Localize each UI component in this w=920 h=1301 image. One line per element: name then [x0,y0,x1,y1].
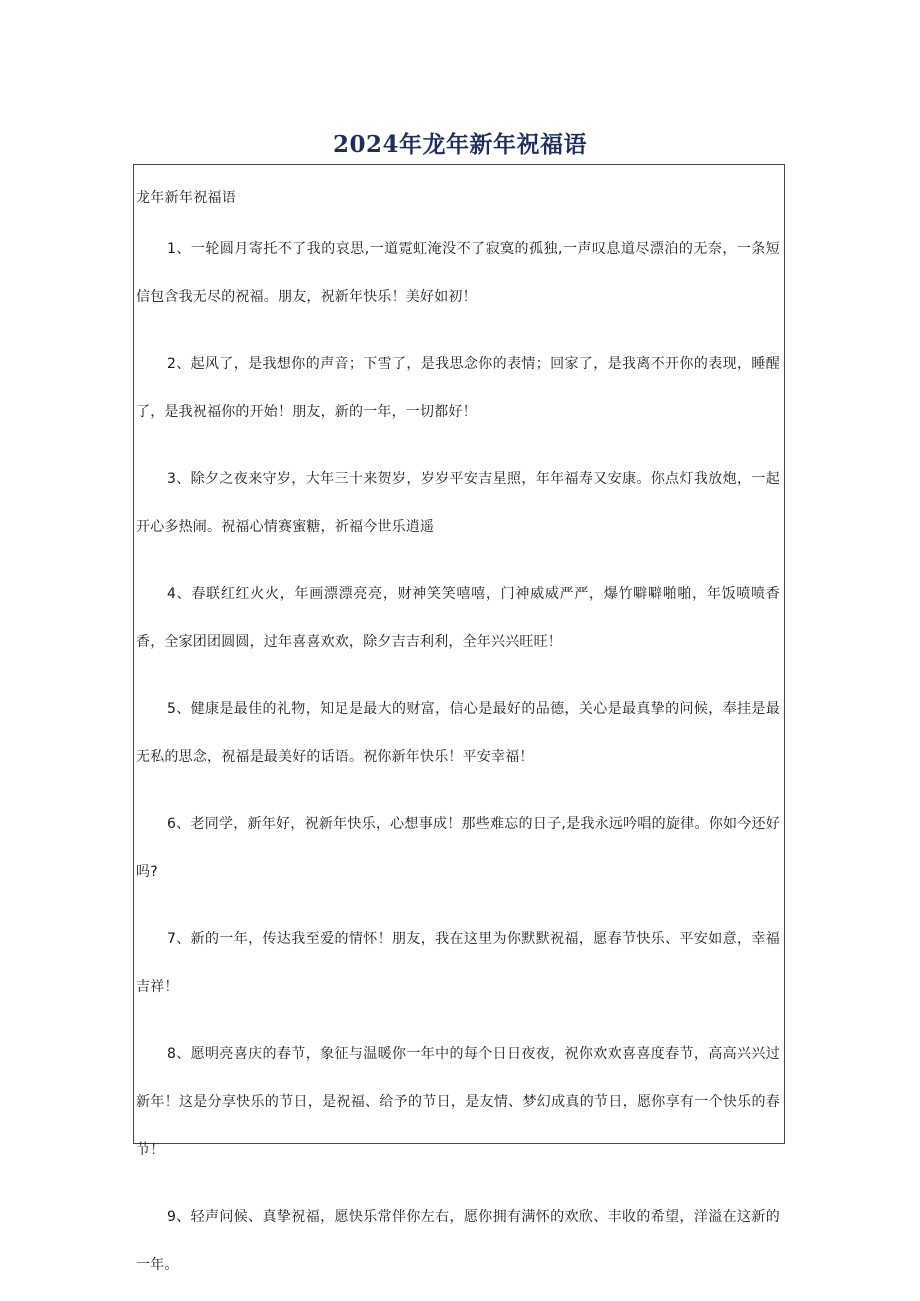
content-box [133,164,785,1273]
wish-list [136,225,780,1289]
wish-item-7: 7、新的一年，传达我至爱的情怀！朋友，我在这里为你默默祝福，愿春节快乐、平安如意，幸福吉祥！ [136,931,780,995]
wish-item-4: 4、春联红红火火，年画漂漂亮亮，财神笑笑嘻嘻，门神威威严严，爆竹噼噼啪啪，年饭喷喷香香，全家团团圆圆，过年喜喜欢欢，除夕吉吉利利，全年兴兴旺旺！ [136,586,780,650]
document-heading: 龙年新年祝福语 [136,190,237,206]
wish-item-5: 5、健康是最佳的礼物，知足是最大的财富，信心是最好的品德，关心是最真挚的问候，奉挂是最无私的思念，祝福是最美好的话语。祝你新年快乐！平安幸福！ [136,701,780,765]
wish-item-9: 9、轻声问候、真挚祝福，愿快乐常伴你左右，愿你拥有满怀的欢欣、丰收的希望，洋溢在这新的一年。 [136,1209,780,1273]
wish-item-3: 3、除夕之夜来守岁，大年三十来贺岁，岁岁平安吉星照，年年福寿又安康。你点灯我放炮，一起开心多热闹。祝福心情赛蜜糖，祈福今世乐逍遥 [136,471,780,535]
wish-item-2: 2、起风了，是我想你的声音；下雪了，是我思念你的表情；回家了，是我离不开你的表现，睡醒了，是我祝福你的开始！朋友，新的一年，一切都好！ [136,356,780,420]
wish-item-1: 1、一轮圆月寄托不了我的哀思,一道霓虹淹没不了寂寞的孤独,一声叹息道尽漂泊的无奈，一条短信包含我无尽的祝福。朋友，祝新年快乐！美好如初！ [136,241,780,305]
wish-item-8: 8、愿明亮喜庆的春节，象征与温暖你一年中的每个日日夜夜，祝你欢欢喜喜度春节，高高兴兴过新年！这是分享快乐的节日，是祝福、给予的节日，是友情、梦幻成真的节日，愿你享有一个快乐的春节！ [136,1046,780,1158]
wish-item-6: 6、老同学，新年好，祝新年快乐，心想事成！那些难忘的日子,是我永远吟唱的旋律。你如今还好吗? [136,816,780,880]
page-title: 2024年龙年新年祝福语 [332,131,587,159]
